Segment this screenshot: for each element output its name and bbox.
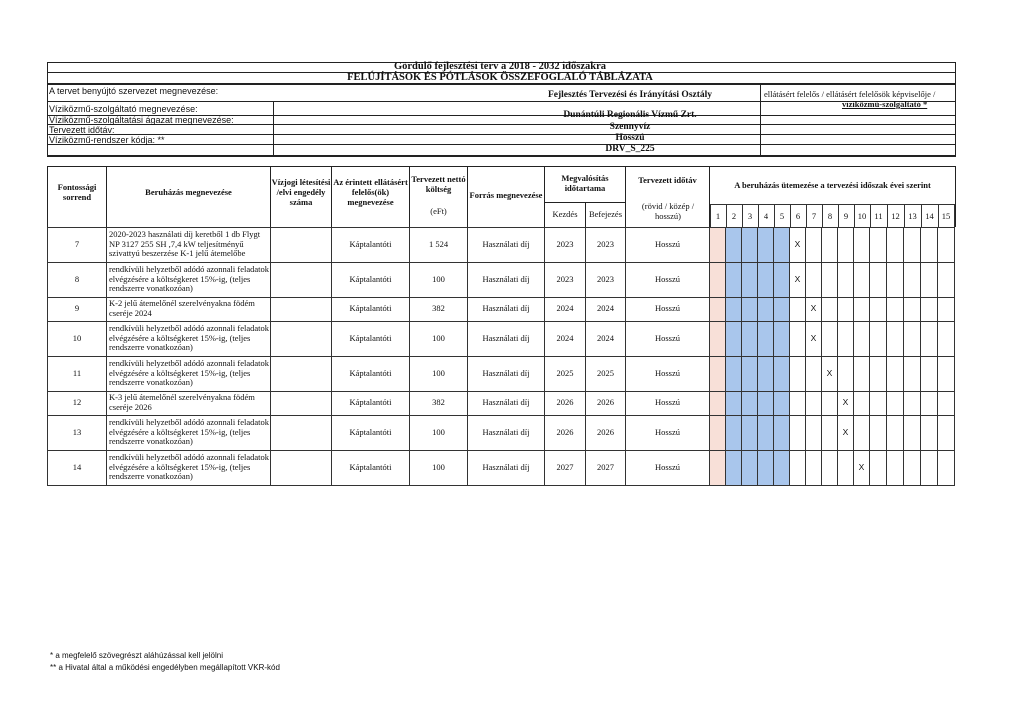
priority-cell: 7 xyxy=(48,227,107,262)
schedule-cell xyxy=(742,321,758,356)
year-header-4: 4 xyxy=(758,204,774,227)
schedule-cell xyxy=(822,391,838,415)
schedule-cell xyxy=(870,391,887,415)
schedule-cell xyxy=(870,262,887,297)
schedule-cell xyxy=(854,391,870,415)
affected-cell: Káptalantóti xyxy=(332,321,410,356)
schedule-cell xyxy=(904,297,921,321)
schedule-cell xyxy=(904,321,921,356)
end-cell: 2027 xyxy=(586,450,626,485)
schedule-cell xyxy=(854,227,870,262)
schedule-cell xyxy=(758,227,774,262)
priority-cell: 14 xyxy=(48,450,107,485)
cost-cell: 100 xyxy=(410,356,468,391)
schedule-cell xyxy=(726,356,742,391)
col-timespan: Tervezett időtáv xyxy=(638,175,697,186)
schedule-cell xyxy=(921,262,938,297)
priority-cell: 9 xyxy=(48,297,107,321)
permit-cell xyxy=(271,391,332,415)
schedule-cell xyxy=(887,297,904,321)
schedule-cell xyxy=(710,356,726,391)
schedule-cell xyxy=(887,391,904,415)
cost-cell: 1 524 xyxy=(410,227,468,262)
schedule-cell xyxy=(742,356,758,391)
schedule-cell xyxy=(806,450,822,485)
schedule-cell xyxy=(742,415,758,450)
col-affected: Az érintett ellátásért felelős(ök) megnevezése xyxy=(333,177,408,207)
schedule-cell xyxy=(790,356,806,391)
source-cell: Használati díj xyxy=(468,227,545,262)
table-row xyxy=(48,227,955,262)
schedule-cell xyxy=(774,356,790,391)
schedule-cell xyxy=(887,415,904,450)
footnote-1: * a megfelelő szövegrészt aláhúzással kell jelölni xyxy=(50,651,223,660)
schedule-cell xyxy=(870,356,887,391)
schedule-cell xyxy=(774,415,790,450)
col-cost: Tervezett nettó költség xyxy=(411,174,466,194)
responsible-note: ellátásért felelős / ellátásért felelősök képviselője / xyxy=(764,89,936,99)
start-cell: 2024 xyxy=(545,297,586,321)
investment-cell: rendkívüli helyzetből adódó azonnali feladatok elvégzésére a költségkeret 15%-ig, (teljes rendszerre vonatkozóan) xyxy=(107,450,271,485)
permit-cell xyxy=(271,356,332,391)
year-header-1: 1 xyxy=(710,204,726,227)
affected-cell: Káptalantóti xyxy=(332,262,410,297)
year-header-13: 13 xyxy=(904,204,921,227)
affected-cell: Káptalantóti xyxy=(332,450,410,485)
col-schedule: A beruházás ütemezése a tervezési időszak évei szerint xyxy=(734,180,931,191)
table-row xyxy=(48,262,955,297)
schedule-cell xyxy=(822,321,838,356)
col-investment: Beruházás megnevezése xyxy=(145,187,232,198)
priority-cell: 11 xyxy=(48,356,107,391)
schedule-cell xyxy=(887,321,904,356)
schedule-cell xyxy=(938,227,955,262)
schedule-cell xyxy=(938,356,955,391)
schedule-mark: X xyxy=(838,415,854,450)
source-cell: Használati díj xyxy=(468,356,545,391)
timespan-cell: Hosszú xyxy=(626,415,710,450)
schedule-cell xyxy=(726,415,742,450)
schedule-cell xyxy=(742,450,758,485)
end-cell: 2024 xyxy=(586,297,626,321)
affected-cell: Káptalantóti xyxy=(332,227,410,262)
schedule-cell xyxy=(806,391,822,415)
schedule-cell xyxy=(710,321,726,356)
schedule-cell xyxy=(774,262,790,297)
cost-cell: 382 xyxy=(410,391,468,415)
permit-cell xyxy=(271,450,332,485)
system-code-label: Víziközmű-rendszer kódja: ** xyxy=(49,135,165,145)
schedule-cell xyxy=(838,262,854,297)
schedule-cell xyxy=(870,450,887,485)
source-cell: Használati díj xyxy=(468,321,545,356)
schedule-cell xyxy=(870,321,887,356)
timespan-cell: Hosszú xyxy=(626,356,710,391)
schedule-cell xyxy=(938,450,955,485)
year-header-2: 2 xyxy=(726,204,742,227)
submitter-label: A tervet benyújtó szervezet megnevezése: xyxy=(49,86,219,96)
col-start: Kezdés xyxy=(552,209,578,220)
schedule-cell xyxy=(938,262,955,297)
schedule-cell xyxy=(726,227,742,262)
schedule-cell xyxy=(790,321,806,356)
source-cell: Használati díj xyxy=(468,297,545,321)
start-cell: 2023 xyxy=(545,262,586,297)
permit-cell xyxy=(271,415,332,450)
col-source: Forrás megnevezése xyxy=(469,190,543,201)
year-header-8: 8 xyxy=(822,204,838,227)
planned-period-label: Tervezett időtáv: xyxy=(49,125,115,135)
schedule-cell xyxy=(726,391,742,415)
col-timespan-sub: (rövid / közép / hosszú) xyxy=(641,201,695,221)
schedule-cell xyxy=(887,450,904,485)
schedule-mark: X xyxy=(806,297,822,321)
priority-cell: 8 xyxy=(48,262,107,297)
schedule-cell xyxy=(854,356,870,391)
footnote-2: ** a Hivatal által a működési engedélyben megállapított VKR-kód xyxy=(50,663,280,672)
schedule-cell xyxy=(854,321,870,356)
schedule-cell xyxy=(774,227,790,262)
cost-cell: 100 xyxy=(410,262,468,297)
end-cell: 2023 xyxy=(586,227,626,262)
schedule-cell xyxy=(710,415,726,450)
priority-cell: 12 xyxy=(48,391,107,415)
affected-cell: Káptalantóti xyxy=(332,297,410,321)
source-cell: Használati díj xyxy=(468,450,545,485)
system-code-value: DRV_S_225 xyxy=(605,144,655,154)
end-cell: 2025 xyxy=(586,356,626,391)
schedule-cell xyxy=(887,227,904,262)
schedule-cell xyxy=(790,415,806,450)
start-cell: 2026 xyxy=(545,391,586,415)
schedule-cell xyxy=(838,297,854,321)
schedule-cell xyxy=(904,262,921,297)
source-cell: Használati díj xyxy=(468,391,545,415)
schedule-cell xyxy=(822,415,838,450)
cost-cell: 100 xyxy=(410,450,468,485)
schedule-mark: X xyxy=(790,227,806,262)
schedule-cell xyxy=(806,415,822,450)
timespan-cell: Hosszú xyxy=(626,391,710,415)
schedule-cell xyxy=(726,321,742,356)
schedule-cell xyxy=(774,297,790,321)
schedule-cell xyxy=(854,415,870,450)
schedule-cell xyxy=(822,450,838,485)
schedule-cell xyxy=(790,391,806,415)
table-row xyxy=(48,321,955,356)
table-row xyxy=(48,391,955,415)
year-header-12: 12 xyxy=(887,204,904,227)
schedule-cell xyxy=(904,227,921,262)
year-header-5: 5 xyxy=(774,204,790,227)
start-cell: 2025 xyxy=(545,356,586,391)
schedule-cell xyxy=(758,356,774,391)
schedule-cell xyxy=(904,356,921,391)
schedule-cell xyxy=(774,391,790,415)
schedule-cell xyxy=(870,415,887,450)
year-header-3: 3 xyxy=(742,204,758,227)
schedule-cell xyxy=(921,321,938,356)
schedule-cell xyxy=(938,391,955,415)
utility-provider-label: Víziközmű-szolgáltató megnevezése: xyxy=(49,104,198,114)
schedule-mark: X xyxy=(822,356,838,391)
investment-cell: rendkívüli helyzetből adódó azonnali feladatok elvégzésére a költségkeret 15%-ig, (teljes rendszerre vonatkozóan) xyxy=(107,262,271,297)
schedule-cell xyxy=(710,391,726,415)
investment-table xyxy=(47,166,955,486)
schedule-cell xyxy=(854,262,870,297)
schedule-mark: X xyxy=(790,262,806,297)
table-row xyxy=(48,356,955,391)
schedule-cell xyxy=(938,297,955,321)
timespan-cell: Hosszú xyxy=(626,297,710,321)
schedule-cell xyxy=(742,227,758,262)
priority-cell: 13 xyxy=(48,415,107,450)
timespan-cell: Hosszú xyxy=(626,227,710,262)
schedule-cell xyxy=(758,391,774,415)
col-end: Befejezés xyxy=(588,209,623,220)
affected-cell: Káptalantóti xyxy=(332,415,410,450)
cost-cell: 382 xyxy=(410,297,468,321)
start-cell: 2024 xyxy=(545,321,586,356)
schedule-cell xyxy=(726,262,742,297)
schedule-cell xyxy=(726,450,742,485)
schedule-cell xyxy=(921,391,938,415)
source-cell: Használati díj xyxy=(468,262,545,297)
schedule-cell xyxy=(904,391,921,415)
schedule-cell xyxy=(904,415,921,450)
timespan-cell: Hosszú xyxy=(626,450,710,485)
schedule-cell xyxy=(758,321,774,356)
permit-cell xyxy=(271,227,332,262)
investment-cell: rendkívüli helyzetből adódó azonnali feladatok elvégzésére a költségkeret 15%-ig, (teljes rendszerre vonatkozóan) xyxy=(107,356,271,391)
year-header-6: 6 xyxy=(790,204,806,227)
schedule-cell xyxy=(838,227,854,262)
permit-cell xyxy=(271,262,332,297)
year-header-15: 15 xyxy=(938,204,955,227)
year-header-11: 11 xyxy=(870,204,887,227)
affected-cell: Káptalantóti xyxy=(332,356,410,391)
end-cell: 2023 xyxy=(586,262,626,297)
schedule-cell xyxy=(838,321,854,356)
schedule-cell xyxy=(838,356,854,391)
col-realization: Megvalósítás időtartama xyxy=(561,173,609,193)
schedule-mark: X xyxy=(854,450,870,485)
schedule-cell xyxy=(758,297,774,321)
start-cell: 2023 xyxy=(545,227,586,262)
table-row xyxy=(48,297,955,321)
schedule-mark: X xyxy=(838,391,854,415)
utility-provider-value: Dunántúli Regionális Vízmű Zrt. xyxy=(563,110,697,120)
schedule-cell xyxy=(806,227,822,262)
schedule-cell xyxy=(822,262,838,297)
schedule-cell xyxy=(742,297,758,321)
start-cell: 2027 xyxy=(545,450,586,485)
schedule-cell xyxy=(921,415,938,450)
schedule-cell xyxy=(822,297,838,321)
end-cell: 2024 xyxy=(586,321,626,356)
year-header-9: 9 xyxy=(838,204,854,227)
utility-sector-label: Víziközmű-szolgáltatási ágazat megnevezése: xyxy=(49,115,234,125)
year-header-10: 10 xyxy=(854,204,870,227)
schedule-cell xyxy=(887,356,904,391)
schedule-cell xyxy=(742,262,758,297)
schedule-cell xyxy=(938,321,955,356)
investment-cell: rendkívüli helyzetből adódó azonnali feladatok elvégzésére a költségkeret 15%-ig, (teljes rendszerre vonatkozóan) xyxy=(107,415,271,450)
timespan-cell: Hosszú xyxy=(626,321,710,356)
timespan-cell: Hosszú xyxy=(626,262,710,297)
schedule-cell xyxy=(870,297,887,321)
investment-cell: K-2 jelű átemelőnél szerelvényakna födém cseréje 2024 xyxy=(107,297,271,321)
schedule-cell xyxy=(726,297,742,321)
end-cell: 2026 xyxy=(586,391,626,415)
year-header-14: 14 xyxy=(921,204,938,227)
schedule-cell xyxy=(710,450,726,485)
permit-cell xyxy=(271,321,332,356)
schedule-cell xyxy=(921,356,938,391)
schedule-cell xyxy=(790,297,806,321)
planned-period-value: Hosszú xyxy=(615,133,645,143)
schedule-cell xyxy=(938,415,955,450)
responsible-selected: víziközmű-szolgáltató * xyxy=(842,99,928,109)
schedule-cell xyxy=(758,415,774,450)
plan-title: Gördülő fejlesztési terv a 2018 - 2032 időszakra xyxy=(393,61,606,72)
schedule-cell xyxy=(870,227,887,262)
table-row xyxy=(48,450,955,485)
investment-cell: 2020-2023 használati díj keretből 1 db Flygt NP 3127 255 SH ,7,4 kW teljesítményű szivattyú beszerzése K-1 jelű átemelőbe xyxy=(107,227,271,262)
schedule-cell xyxy=(921,450,938,485)
cost-cell: 100 xyxy=(410,415,468,450)
schedule-cell xyxy=(806,356,822,391)
permit-cell xyxy=(271,297,332,321)
schedule-cell xyxy=(806,262,822,297)
investment-cell: rendkívüli helyzetből adódó azonnali feladatok elvégzésére a költségkeret 15%-ig, (teljes rendszerre vonatkozóan) xyxy=(107,321,271,356)
table-row xyxy=(48,415,955,450)
affected-cell: Káptalantóti xyxy=(332,391,410,415)
schedule-cell xyxy=(921,297,938,321)
priority-cell: 10 xyxy=(48,321,107,356)
schedule-cell xyxy=(838,450,854,485)
schedule-cell xyxy=(774,321,790,356)
schedule-cell xyxy=(921,227,938,262)
schedule-cell xyxy=(710,297,726,321)
schedule-cell xyxy=(710,262,726,297)
start-cell: 2026 xyxy=(545,415,586,450)
year-header-7: 7 xyxy=(806,204,822,227)
schedule-mark: X xyxy=(806,321,822,356)
schedule-cell xyxy=(758,450,774,485)
utility-sector-value: Szennyvíz xyxy=(609,122,651,132)
submitter-value: Fejlesztés Tervezési és Irányítási Osztály xyxy=(547,90,713,100)
schedule-cell xyxy=(854,297,870,321)
schedule-cell xyxy=(822,227,838,262)
end-cell: 2026 xyxy=(586,415,626,450)
schedule-cell xyxy=(758,262,774,297)
source-cell: Használati díj xyxy=(468,415,545,450)
col-permit: Vízjogi létesítési /elvi engedély száma xyxy=(271,177,331,207)
table-title: FELÚJÍTÁSOK ÉS PÓTLÁSOK ÖSSZEFOGLALÓ TÁBLÁZATA xyxy=(347,72,653,83)
schedule-cell xyxy=(774,450,790,485)
col-priority: Fontossági sorrend xyxy=(57,182,97,202)
schedule-cell xyxy=(710,227,726,262)
schedule-cell xyxy=(904,450,921,485)
cost-cell: 100 xyxy=(410,321,468,356)
col-cost-unit: (eFt) xyxy=(430,206,447,217)
schedule-cell xyxy=(742,391,758,415)
schedule-cell xyxy=(790,450,806,485)
investment-cell: K-3 jelű átemelőnél szerelvényakna födém cseréje 2026 xyxy=(107,391,271,415)
schedule-cell xyxy=(887,262,904,297)
